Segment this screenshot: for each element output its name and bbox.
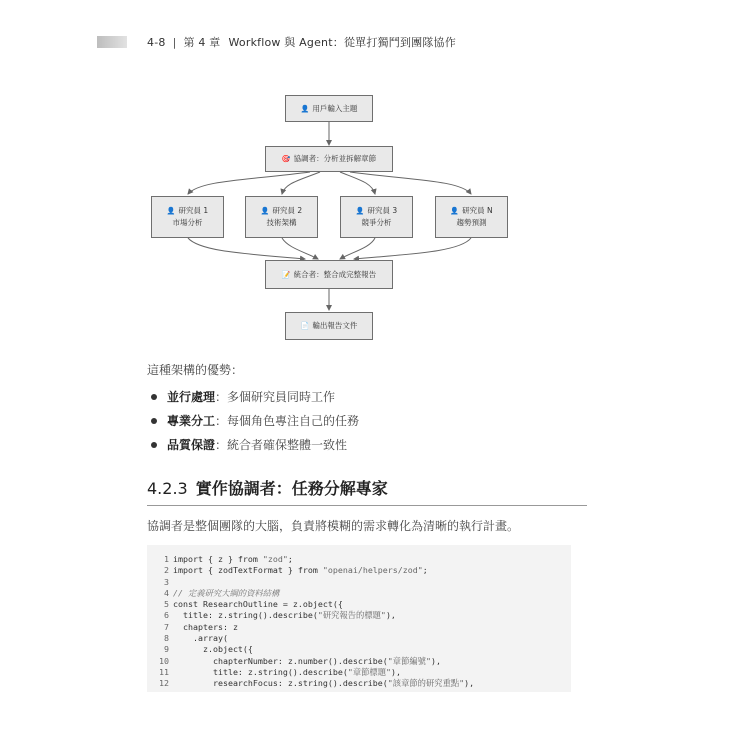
code-text — [173, 644, 253, 655]
node-title: 研究員 3 — [367, 206, 398, 215]
node-task: 競爭分析 — [361, 218, 392, 227]
agent-flowchart — [0, 0, 750, 360]
user-icon: 👤 — [300, 104, 310, 113]
code-text — [173, 554, 293, 565]
code-comment: // 定義研究大綱的資料結構 — [173, 587, 280, 598]
item-bold: 專業分工 — [167, 414, 216, 428]
arrow-coordinator-to-researcher-n — [350, 172, 471, 194]
list-item — [147, 387, 359, 411]
code-line — [147, 565, 571, 576]
section-title: 實作協調者：任務分解專家 — [195, 479, 388, 498]
chapter-title: Workflow 與 Agent：從單打獨鬥到團隊協作 — [228, 36, 456, 49]
line-number: 2 — [164, 565, 169, 576]
code-text — [173, 599, 343, 610]
node-coordinator — [265, 146, 393, 172]
code-line — [147, 599, 571, 610]
code-text — [173, 565, 428, 576]
code-token: chapters: z — [173, 621, 238, 632]
code-line — [147, 554, 571, 565]
code-token: .array( — [173, 633, 228, 644]
code-string: "openai/helpers/zod" — [322, 565, 423, 576]
line-number: 10 — [159, 655, 169, 666]
code-string: "該章節的研究重點" — [387, 678, 465, 689]
arrow-researcher-2-to-integrator — [282, 238, 318, 259]
node-label: 輸出報告文件 — [312, 321, 358, 330]
target-icon: 🎯 — [281, 155, 291, 163]
line-number: 9 — [164, 644, 169, 655]
chapter-label: 第 4 章 — [183, 36, 221, 49]
section-heading — [147, 476, 587, 506]
line-number: 7 — [164, 621, 169, 632]
node-researcher-1 — [151, 196, 224, 238]
page-number: 4-8 — [147, 36, 166, 49]
bullet-icon — [151, 418, 157, 424]
line-number: 3 — [164, 576, 169, 587]
arrow-researcher-3-to-integrator — [340, 238, 375, 259]
code-line — [147, 622, 571, 633]
code-text — [173, 588, 279, 599]
researcher-icon: 👤 — [166, 207, 176, 215]
line-number: 5 — [164, 599, 169, 610]
researcher-icon: 👤 — [260, 207, 270, 215]
node-researcher-2 — [245, 196, 318, 238]
code-string: "研究報告的標題" — [317, 610, 386, 621]
document-icon: 📄 — [300, 322, 310, 330]
section-number: 4.2.3 — [147, 479, 188, 498]
node-task: 趨勢預測 — [456, 218, 487, 227]
code-line — [147, 678, 571, 689]
code-token: import { z } from — [173, 554, 263, 564]
node-researcher-3 — [340, 196, 413, 238]
node-label: 用戶輸入主題 — [312, 103, 358, 113]
code-token: researchFocus: z.string().describe( — [173, 678, 388, 689]
node-task: 市場分析 — [172, 218, 203, 227]
code-token: ), — [464, 678, 475, 689]
bullet-icon — [151, 442, 157, 448]
arrow-coordinator-to-researcher-3 — [340, 172, 375, 194]
item-text: ：統合者確保整體一致性 — [215, 438, 348, 452]
flow-connectors — [0, 0, 750, 360]
researcher-icon: 👤 — [450, 207, 460, 215]
code-line — [147, 577, 571, 588]
code-token: const ResearchOutline = z.object({ — [173, 599, 343, 610]
intro-text: 這種架構的優勢： — [147, 363, 244, 377]
node-label: 統合者：整合成完整報告 — [293, 269, 377, 279]
code-token: ), — [430, 655, 441, 666]
code-token: ), — [391, 666, 402, 677]
code-token: ; — [422, 565, 428, 576]
line-number: 12 — [159, 678, 169, 689]
line-number: 8 — [164, 633, 169, 644]
node-researcher-n — [435, 196, 508, 238]
memo-icon: 📝 — [281, 270, 291, 279]
code-token: chapterNumber: z.number().describe( — [173, 655, 388, 666]
code-line — [147, 656, 571, 667]
node-integrator — [265, 260, 393, 289]
item-bold: 品質保證 — [167, 438, 216, 452]
line-number: 11 — [159, 666, 169, 677]
code-line — [147, 610, 571, 621]
code-string: "章節編號" — [387, 655, 431, 666]
list-item — [147, 411, 359, 435]
code-line — [147, 588, 571, 599]
node-title: 研究員 1 — [178, 206, 209, 215]
node-output — [285, 312, 373, 340]
code-string: "章節標題" — [347, 666, 392, 677]
code-token: title: z.string().describe( — [173, 610, 318, 621]
code-token: ; — [287, 554, 293, 564]
code-text — [173, 667, 401, 678]
header-separator: | — [172, 36, 177, 49]
node-title: 研究員 2 — [272, 206, 303, 215]
node-user-input — [285, 95, 373, 122]
advantages-list — [147, 387, 359, 459]
section-intro: 協調者是整個團隊的大腦，負責將模糊的需求轉化為清晰的執行計畫。 — [147, 519, 520, 533]
code-block — [147, 545, 571, 692]
list-item — [147, 435, 359, 459]
code-line — [147, 633, 571, 644]
item-text: ：多個研究員同時工作 — [215, 390, 336, 404]
bullet-icon — [151, 394, 157, 400]
researcher-icon: 👤 — [355, 207, 365, 215]
code-text — [173, 633, 228, 644]
code-text — [173, 610, 396, 621]
item-bold: 並行處理 — [167, 390, 216, 404]
code-token: z.object({ — [173, 644, 253, 655]
code-token: title: z.string().describe( — [173, 666, 348, 677]
node-label: 協調者：分析並拆解章節 — [293, 154, 377, 163]
node-task: 技術架構 — [266, 218, 297, 227]
arrow-coordinator-to-researcher-2 — [282, 172, 320, 194]
line-number: 1 — [164, 554, 169, 564]
code-string: "zod" — [262, 554, 288, 564]
code-line — [147, 644, 571, 655]
code-text — [173, 622, 238, 633]
arrow-researcher-1-to-integrator — [188, 238, 305, 259]
item-text: ：每個角色專注自己的任務 — [215, 414, 360, 428]
code-token: ), — [385, 610, 396, 621]
code-line — [147, 667, 571, 678]
code-text — [173, 678, 474, 689]
node-title: 研究員 N — [462, 206, 493, 215]
line-number: 4 — [164, 587, 169, 598]
code-text — [173, 656, 441, 667]
code-token: import { zodTextFormat } from — [173, 565, 323, 576]
line-number: 6 — [164, 610, 169, 621]
arrow-researcher-n-to-integrator — [354, 238, 471, 259]
